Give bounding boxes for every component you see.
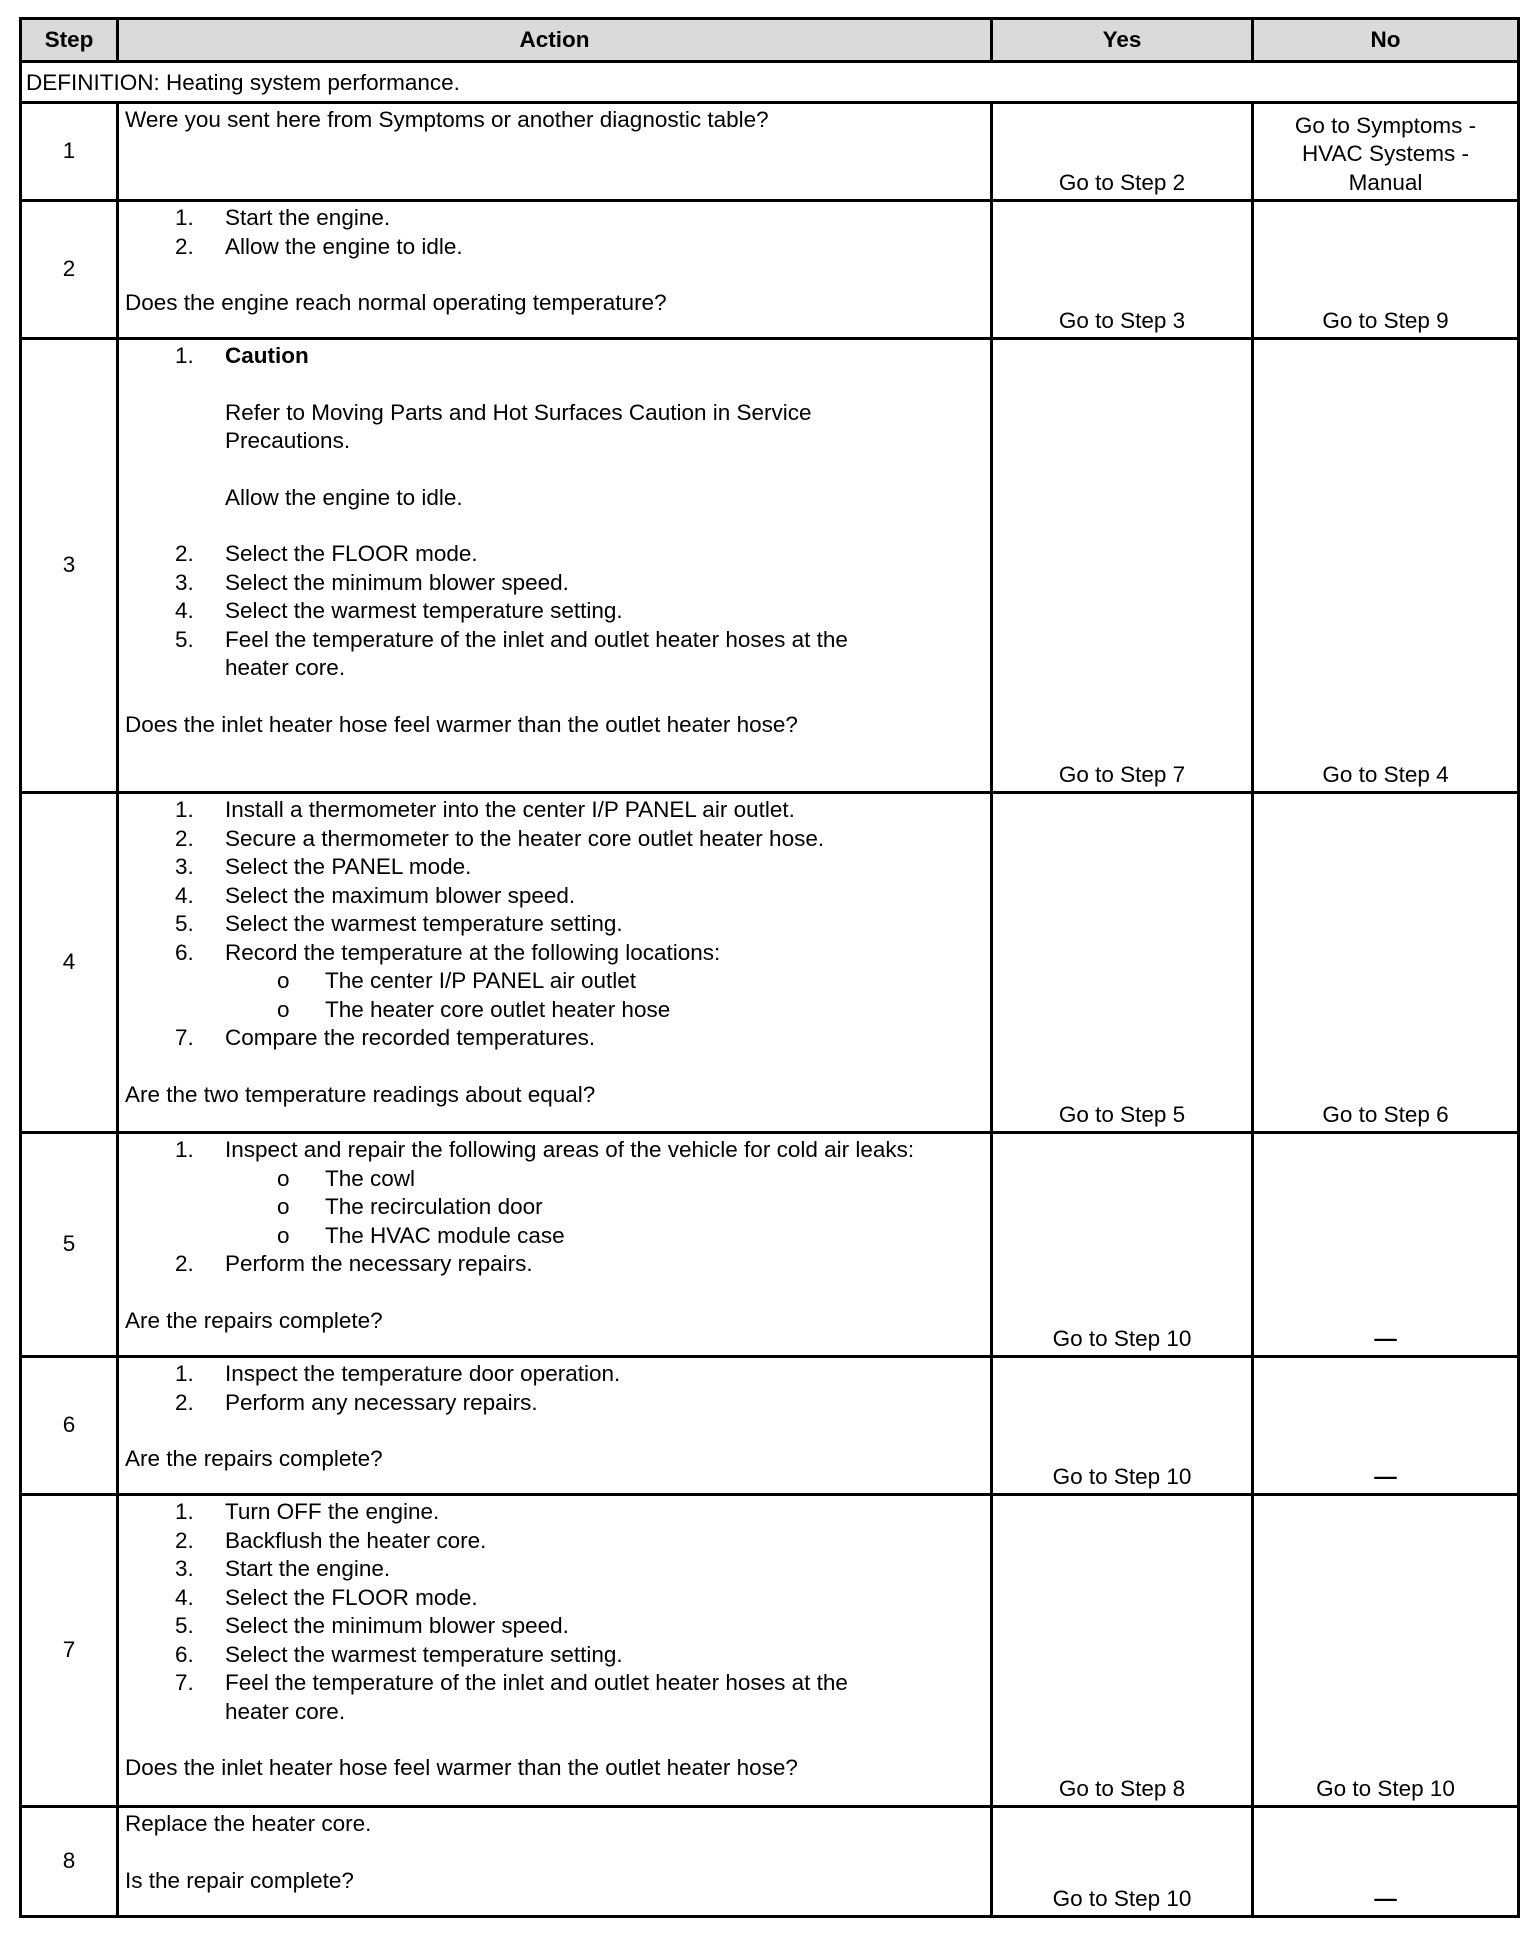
item-number: 1.: [175, 797, 194, 822]
sub-list: [225, 967, 986, 1024]
item-number: 5.: [175, 1613, 194, 1638]
item-text: Select the FLOOR mode.: [225, 541, 478, 566]
action-text: Replace the heater core.: [125, 1811, 372, 1836]
action-cell: [118, 1807, 992, 1917]
list-item: [125, 233, 986, 262]
item-number: 2.: [175, 1251, 194, 1276]
definition-text: Heating system performance.: [166, 69, 460, 95]
item-text: Select the FLOOR mode.: [225, 1584, 478, 1610]
table-row: [21, 1357, 1519, 1495]
item-text: Inspect and repair the following areas of the vehicle for cold air leaks:: [225, 1137, 915, 1162]
item-text: Feel the temperature of the inlet and outlet heater hoses at the: [225, 1670, 848, 1695]
caution-title: Caution: [225, 343, 309, 368]
procedure-list: [125, 342, 986, 683]
bullet: o: [277, 1222, 290, 1248]
question-text: Does the inlet heater hose feel warmer than the outlet heater hose?: [125, 711, 798, 737]
item-text: Select the maximum blower speed.: [225, 882, 576, 908]
item-number: 1.: [175, 343, 194, 368]
caution-text: Refer to Moving Parts and Hot Surfaces Caution in Service: [225, 399, 812, 425]
sub-list-item: [225, 967, 986, 996]
list-item: [125, 1669, 986, 1726]
question-text: Are the repairs complete?: [125, 1307, 383, 1333]
action-cell: [118, 1133, 992, 1357]
item-text: Select the warmest temperature setting.: [225, 911, 623, 936]
item-number: 3.: [175, 854, 194, 879]
list-item: [125, 1360, 986, 1389]
step-number: 7: [21, 1495, 118, 1807]
item-number: 4.: [175, 882, 194, 908]
list-item: [125, 597, 986, 626]
list-item: [125, 1555, 986, 1584]
list-item: [125, 342, 986, 540]
yes-cell: Go to Step 2: [992, 103, 1253, 201]
list-item: [125, 1250, 986, 1279]
item-text-cont: heater core.: [225, 1698, 346, 1724]
caution-action: Allow the engine to idle.: [225, 484, 463, 510]
item-text: Select the minimum blower speed.: [225, 569, 569, 595]
sub-item-text: The heater core outlet heater hose: [325, 996, 671, 1022]
no-cell: Go to Step 9: [1253, 201, 1519, 339]
step-number: 1: [21, 103, 118, 201]
item-number: 1.: [175, 1361, 194, 1386]
item-text: Start the engine.: [225, 1556, 391, 1581]
action-cell: [118, 339, 992, 793]
header-step: Step: [21, 19, 118, 62]
item-text: Select the PANEL mode.: [225, 854, 472, 879]
action-cell: [118, 1495, 992, 1807]
step-number: 6: [21, 1357, 118, 1495]
no-cell: Go to Step 6: [1253, 793, 1519, 1133]
item-number: 2.: [175, 825, 194, 851]
procedure-list: [125, 1136, 986, 1279]
yes-cell: Go to Step 8: [992, 1495, 1253, 1807]
no-line: Manual: [1348, 169, 1423, 195]
list-item: [125, 910, 986, 939]
list-item: [125, 939, 986, 1025]
definition-cell: [21, 62, 1519, 103]
item-text-cont: heater core.: [225, 655, 346, 680]
table-row: [21, 339, 1519, 793]
step-number: 8: [21, 1807, 118, 1917]
yes-cell: Go to Step 10: [992, 1357, 1253, 1495]
list-item: [125, 853, 986, 882]
no-cell: —: [1253, 1133, 1519, 1357]
item-text: Select the warmest temperature setting.: [225, 598, 623, 623]
list-item: [125, 882, 986, 911]
bullet: o: [277, 1194, 290, 1219]
item-number: 7.: [175, 1670, 194, 1695]
question-text: Were you sent here from Symptoms or another diagnostic table?: [125, 107, 769, 132]
sub-list: [225, 1165, 986, 1251]
list-item: [125, 1024, 986, 1053]
item-text: Record the temperature at the following locations:: [225, 939, 721, 965]
item-text: Install a thermometer into the center I/P PANEL air outlet.: [225, 797, 795, 822]
no-cell: —: [1253, 1807, 1519, 1917]
list-item: [125, 204, 986, 233]
list-item: [125, 1584, 986, 1613]
item-number: 7.: [175, 1025, 194, 1050]
item-text: Perform the necessary repairs.: [225, 1251, 533, 1276]
header-row: [21, 19, 1519, 62]
yes-cell: Go to Step 7: [992, 339, 1253, 793]
list-item: [125, 626, 986, 683]
item-text: Perform any necessary repairs.: [225, 1389, 538, 1415]
list-item: [125, 825, 986, 854]
question-text: Is the repair complete?: [125, 1867, 354, 1893]
item-number: 4.: [175, 1584, 194, 1610]
item-number: 4.: [175, 598, 194, 623]
action-cell: [118, 793, 992, 1133]
no-cell: [1253, 103, 1519, 201]
action-cell: [118, 201, 992, 339]
item-text: Backflush the heater core.: [225, 1527, 487, 1553]
definition-label: DEFINITION:: [26, 69, 160, 95]
yes-cell: Go to Step 10: [992, 1133, 1253, 1357]
no-cell: Go to Step 4: [1253, 339, 1519, 793]
sub-item-text: The HVAC module case: [325, 1222, 565, 1248]
sub-list-item: [225, 1222, 986, 1251]
item-text: Secure a thermometer to the heater core outlet heater hose.: [225, 825, 825, 851]
item-number: 5.: [175, 626, 194, 652]
item-number: 1.: [175, 1499, 194, 1524]
step-number: 4: [21, 793, 118, 1133]
bullet: o: [277, 996, 290, 1022]
procedure-list: [125, 204, 986, 261]
item-number: 6.: [175, 1641, 194, 1667]
list-item: [125, 1389, 986, 1418]
sub-list-item: [225, 1165, 986, 1194]
header-action: Action: [118, 19, 992, 62]
item-text: Select the warmest temperature setting.: [225, 1641, 623, 1667]
list-item: [125, 1612, 986, 1641]
sub-item-text: The center I/P PANEL air outlet: [325, 968, 636, 993]
item-text: Feel the temperature of the inlet and outlet heater hoses at the: [225, 626, 848, 652]
procedure-list: [125, 1360, 986, 1417]
item-text: Inspect the temperature door operation.: [225, 1361, 621, 1386]
header-no: No: [1253, 19, 1519, 62]
no-line: HVAC Systems -: [1301, 141, 1470, 166]
sub-item-text: The recirculation door: [325, 1194, 543, 1219]
item-number: 2.: [175, 541, 194, 566]
question-text: Are the two temperature readings about equal?: [125, 1081, 596, 1107]
item-number: 1.: [175, 1137, 194, 1162]
item-number: 6.: [175, 939, 194, 965]
table-row: [21, 1495, 1519, 1807]
procedure-list: [125, 1498, 986, 1726]
item-number: 2.: [175, 1527, 194, 1553]
table-row: [21, 1807, 1519, 1917]
item-text: Select the minimum blower speed.: [225, 1613, 569, 1638]
sub-item-text: The cowl: [325, 1165, 416, 1191]
procedure-list: [125, 796, 986, 1053]
item-text: Compare the recorded temperatures.: [225, 1025, 596, 1050]
spacer: [225, 456, 986, 484]
item-number: 3.: [175, 1556, 194, 1581]
question-text: Does the engine reach normal operating temperature?: [125, 290, 667, 315]
list-item: [125, 1527, 986, 1556]
action-cell: [118, 103, 992, 201]
no-cell: —: [1253, 1357, 1519, 1495]
item-number: 1.: [175, 205, 194, 230]
item-number: 3.: [175, 569, 194, 595]
list-item: [125, 796, 986, 825]
spacer: [225, 512, 986, 540]
item-number: 2.: [175, 1389, 194, 1415]
header-yes: Yes: [992, 19, 1253, 62]
table-row: [21, 793, 1519, 1133]
yes-cell: Go to Step 3: [992, 201, 1253, 339]
list-item: [125, 1641, 986, 1670]
question-text: Does the inlet heater hose feel warmer than the outlet heater hose?: [125, 1755, 798, 1780]
bullet: o: [277, 968, 290, 993]
yes-cell: Go to Step 5: [992, 793, 1253, 1133]
item-number: 2.: [175, 233, 194, 259]
bullet: o: [277, 1165, 290, 1191]
definition-row: [21, 62, 1519, 103]
item-text: Turn OFF the engine.: [225, 1499, 440, 1524]
sub-list-item: [225, 1193, 986, 1222]
item-text: Start the engine.: [225, 205, 391, 230]
diagnostic-table: [19, 17, 1520, 1918]
yes-cell: Go to Step 10: [992, 1807, 1253, 1917]
sub-list-item: [225, 996, 986, 1025]
caution-text: Precautions.: [225, 428, 351, 453]
list-item: [125, 1136, 986, 1250]
no-cell: Go to Step 10: [1253, 1495, 1519, 1807]
table-row: [21, 103, 1519, 201]
action-cell: [118, 1357, 992, 1495]
question-text: Are the repairs complete?: [125, 1446, 383, 1471]
no-line: Go to Symptoms -: [1294, 112, 1477, 138]
step-number: 2: [21, 201, 118, 339]
spacer: [225, 371, 986, 399]
table-row: [21, 1133, 1519, 1357]
list-item: [125, 540, 986, 569]
item-text: Allow the engine to idle.: [225, 233, 463, 259]
step-number: 3: [21, 339, 118, 793]
item-number: 5.: [175, 911, 194, 936]
list-item: [125, 1498, 986, 1527]
step-number: 5: [21, 1133, 118, 1357]
list-item: [125, 569, 986, 598]
table-row: [21, 201, 1519, 339]
